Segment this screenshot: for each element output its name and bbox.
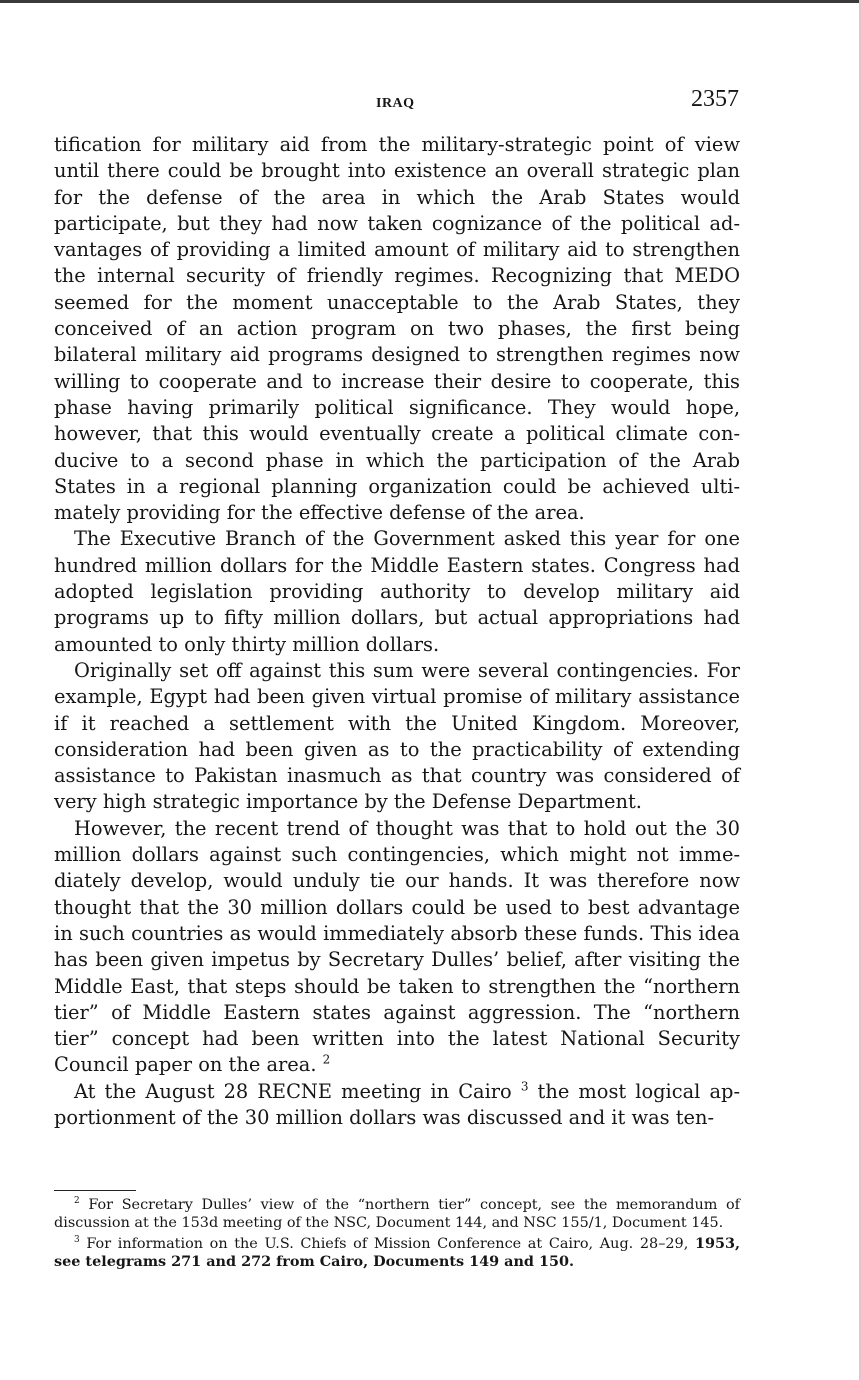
paragraph-5-text-start: At the August 28 RECNE meeting in Cairo — [74, 1079, 512, 1103]
section-title: IRAQ — [376, 96, 415, 111]
paragraph-3: Originally set off against this sum were several contingencies. For example, Egypt had been given virtual promise of military assistance if it reached a settlement with the United Kingdom. Moreover, consideration had been given as to the practicability of extending assistance to Pakistan inasmuch as that country was considered of very high strategic importance by the Defense Department. — [54, 658, 740, 814]
main-body-text — [54, 132, 740, 1131]
footnote-3-text: For information on the U.S. Chiefs of Mission Conference at Cairo, Aug. 28–29, — [86, 1235, 689, 1252]
paragraph-5 — [54, 1079, 740, 1132]
top-edge-rule — [0, 0, 861, 3]
footnote-2-marker: 2 — [74, 1196, 80, 1207]
paragraph-4-text: However, the recent trend of thought was that to hold out the 30 million dollars against such contingencies, which might not immediately develop, would unduly tie our hands. It was therefore now thought that the 30 million dollars could be used to best advantage in such countries as would immediately absorb these funds. This idea has been given impetus by Secretary Dulles’ belief, after visiting the Middle East, that steps should be taken to strengthen the “northern tier” of Middle Eastern states against aggression. The “northern tier” concept had been written into the latest National Security Council paper on the area. — [54, 816, 740, 1077]
footnote-ref-3[interactable]: 3 — [520, 1079, 529, 1094]
footnote-2 — [54, 1197, 740, 1233]
footnote-ref-2[interactable]: 2 — [322, 1052, 331, 1067]
footnote-2-text: For Secretary Dulles’ view of the “northern tier” concept, see the memorandum of discussion at the 153d meeting of the NSC, Document 144, and NSC 155/1, Document 145. — [54, 1197, 740, 1231]
footnote-3-marker: 3 — [74, 1234, 80, 1245]
paragraph-5-text-end: the most logical apportionment of the 30 million dollars was discussed and it was ten- — [54, 1079, 740, 1129]
paragraph-4 — [54, 816, 740, 1079]
footnotes — [54, 1197, 740, 1272]
footnote-3 — [54, 1235, 740, 1273]
page-number: 2357 — [691, 86, 739, 112]
running-head — [0, 86, 861, 122]
footnote-3-text-bold: 1953, see telegrams 271 and 272 from Cairo, Documents 149 and 150. — [54, 1234, 740, 1271]
paragraph-1: tification for military aid from the military-strategic point of view until there could be brought into existence an overall strategic plan for the defense of the area in which the Arab States would participate, but they had now taken cognizance of the political advantages of providing a limited amount of military aid to strengthen the internal security of friendly regimes. Recognizing that MEDO seemed for the moment unacceptable to the Arab States, they conceived of an action program on two phases, the first being bilateral military aid programs designed to strengthen regimes now willing to cooperate and to increase their desire to cooperate, this phase having primarily political significance. They would hope, however, that this would eventually create a political climate conducive to a second phase in which the participation of the Arab States in a regional planning organization could be achieved ultimately providing for the effective defense of the area. — [54, 133, 740, 525]
paragraph-2: The Executive Branch of the Government asked this year for one hundred million dollars for the Middle Eastern states. Congress had adopted legislation providing authority to develop military aid programs up to fifty million dollars, but actual appropriations had amounted to only thirty million dollars. — [54, 527, 740, 656]
footnote-divider — [54, 1190, 136, 1191]
